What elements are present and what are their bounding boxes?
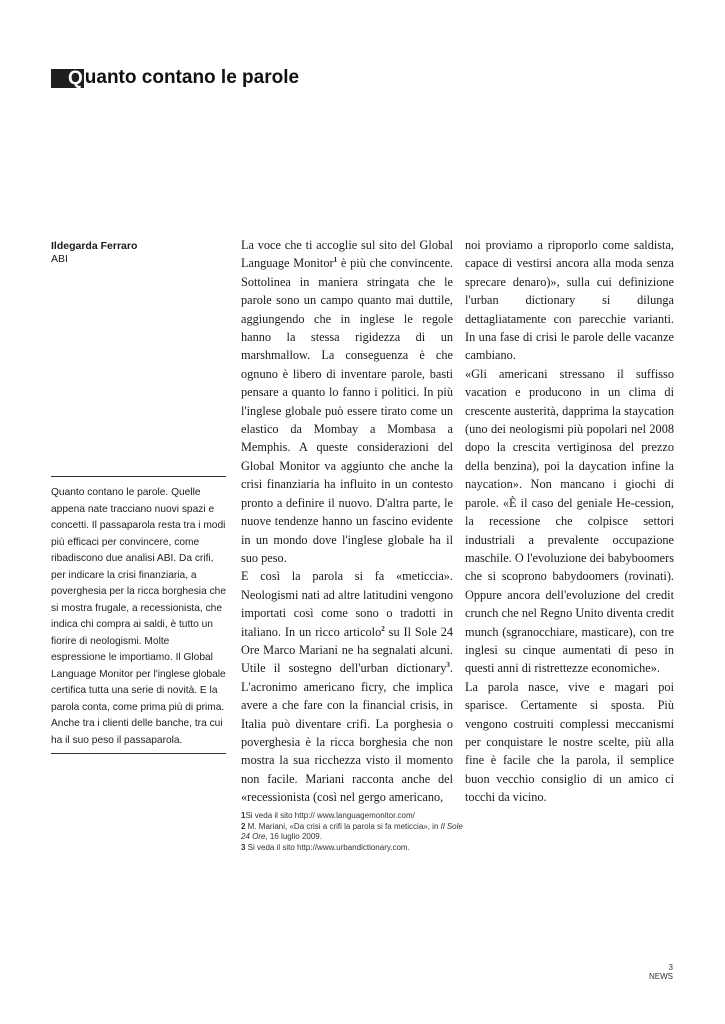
sidebar-text: Quanto contano le parole. Quelle appena nate tracciano nuovi spazi e concetti. Il passaparola resta tra i modi più efficaci per convincere, come ribadiscono due analisi ABI. Da crifi, per indicare la crisi finanziaria, a poverghesia per la ricca borghesia che si mostra frugale, a recessionista, che indica chi compra ai saldi, è tutto un fiorire di neologismi. Molte espressione le importiamo. Il Global Language Monitor per l'inglese globale certifica tutta una serie di novità. E la parola conta, come prima più di prima. Anche tra i clienti delle banche, tra cui ha il suo peso il passaparola. xyxy=(51,487,226,746)
author-block xyxy=(51,240,226,266)
section-label: NEWS xyxy=(649,972,673,981)
footnote-3-number: 3 xyxy=(241,842,246,852)
col1-p2-text-b: su Il Sole 24 Ore Marco Mariani ne ha segnalati alcuni. Utile il sostegno dell'urban dictionary xyxy=(241,624,453,676)
footnote-3 xyxy=(241,843,471,854)
col1-p2-text-c: . L'acronimo americano ficry, che implica avere a che fare con la financial crisis, in Italia può diventare crifi. La porghesia o poverghesia è la ricca borghesia che non mostra la sua ricchezza visto il momento non facile. Mariani racconta anche del «recessionista (così nel gergo americano, xyxy=(241,661,453,805)
footnote-2-text-a: M. Mariani, «Da crisi a crifi la parola si fa meticcia», in xyxy=(245,821,441,831)
sidebar-abstract xyxy=(51,476,226,754)
footnote-1-number: 1 xyxy=(241,811,246,820)
footnote-2-source: Il Sole 24 Ore xyxy=(241,821,463,841)
page-number: 3 xyxy=(668,963,673,972)
title-text: uanto contano le parole xyxy=(84,67,300,88)
col2-paragraph-2: «Gli americani stressano il suffisso vacation e producono in un clima di crescente austerità, dapprima la staycation (uno dei neologismi più popolari nel 2008 dopo la crescita vertiginosa del prezzo della benzina), poi la daycation infine la naycation». Non mancano i giochi di parole. «È il caso del geniale He-cession, la recessione che colpisce settori industriali a prevalente occupazione maschile. O l'evoluzione dei babyboomers che si scoprono babydoomers (rovinati). Oppure ancora dell'evoluzione del credit crunch che nel Regno Unito diventa credit munch (sgranocchiare, masticare), con tre inglesi su cinque aumentati di peso in questi anni di ristrettezze economiche». xyxy=(465,366,674,676)
footnote-ref-3: 3 xyxy=(446,661,450,670)
author-org: ABI xyxy=(51,253,68,265)
footnote-1-text: Si veda il sito http:// www.languagemonitor.com/ xyxy=(245,811,415,820)
col1-paragraph-2 xyxy=(241,567,453,806)
footnote-1 xyxy=(241,811,471,822)
author-name: Ildegarda Ferraro xyxy=(51,240,138,252)
col2-paragraph-1: noi proviamo a riproporlo come saldista, capace di vestirsi ancora alla moda senza sprecare denaro)», sulla cui definizione l'urban dictionary si dilunga dettagliatamente con parecchie varianti. In una fase di crisi le parole delle vacanze cambiano. xyxy=(465,238,674,363)
footnote-ref-2: 2 xyxy=(381,624,385,633)
article-title xyxy=(51,66,299,90)
col1-p1-text-b: è più che convincente. Sottolinea in maniera stringata che le parole sono un campo quanto mai duttile, aggiungendo che in inglese le regole hanno la stessa rigidezza di un marshmallow. La conseguenza è che ognuno è libero di inventare parole, basti pensare a quanto lo fanno i politici. In più l'inglese globale può essere tirato come un elastico da Mombay a Mombasa a Memphis. A queste considerazioni del Global Monitor va aggiunto che anche la crisi finanziaria ha influito in un contesto pronto a definire il nuovo. D'altra parte, le nuove tendenze hanno un fascino evidente in un mondo dove l'inglese globale ha il suo peso. xyxy=(241,256,453,565)
footnote-3-text: Si veda il sito http://www.urbandictionary.com. xyxy=(245,842,410,852)
footnote-2-text-b: , 16 luglio 2009. xyxy=(265,832,322,841)
footnotes xyxy=(241,811,471,853)
footnote-ref-1: 1 xyxy=(333,256,338,265)
col1-p2-text-a: E così la parola si fa «meticcia». Neologismi nati ad altre latitudini vengono importati così come sono o tradotti in italiano. In un ricco articolo xyxy=(241,569,453,639)
page-footer xyxy=(649,963,673,981)
col2-paragraph-3: La parola nasce, vive e magari poi sparisce. Certamente si sposta. Più vengono costruiti complessi meccanismi per conquistare le nostre scelte, più alla fine è facile che la parola, il semplice buon vecchio consiglio di un amico ci tocchi da vicino. xyxy=(465,679,674,805)
col1-paragraph-1 xyxy=(241,236,453,567)
title-initial: Q xyxy=(68,67,83,89)
footnote-2 xyxy=(241,822,471,843)
title-marker xyxy=(51,69,67,88)
footnote-2-number: 2 xyxy=(241,821,246,831)
col1-p1-text-a: La voce che ti accoglie sul sito del Global Language Monitor xyxy=(241,238,453,271)
body-column-2 xyxy=(465,236,674,807)
body-column-1 xyxy=(241,236,453,807)
